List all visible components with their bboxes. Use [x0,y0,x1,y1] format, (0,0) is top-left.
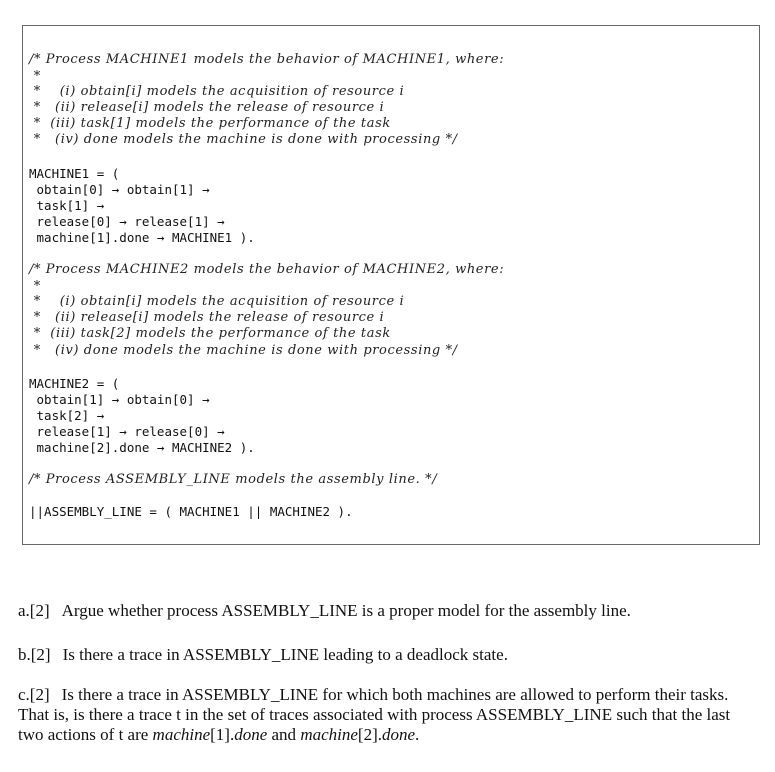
code-line: machine[1].done → MACHINE1 ). [29,230,255,245]
question-text: [2]. [357,725,382,744]
comment-line: * (i) obtain[i] models the acquisition of resource i [29,294,405,309]
question-c [18,685,738,745]
code-line: release[1] → release[0] → [29,424,225,439]
code-line: task[2] → [29,408,105,423]
code-listing [22,25,760,545]
code-line: machine[2].done → MACHINE2 ). [29,440,255,455]
question-b [18,645,738,665]
comment-line: * (iv) done models the machine is done with processing */ [29,132,458,147]
emphasis: done [234,725,268,744]
question-label: a.[2] [18,601,50,620]
question-label: b.[2] [18,645,51,664]
code-line: MACHINE2 = ( [29,376,120,391]
comment-line: * (ii) release[i] models the release of resource i [29,310,385,325]
code-line: obtain[1] → obtain[0] → [29,392,210,407]
question-text: and [267,725,301,744]
code-line: release[0] → release[1] → [29,214,225,229]
question-text: [1]. [210,725,235,744]
code-line: MACHINE1 = ( [29,166,120,181]
emphasis: done [381,725,416,744]
code-line: task[1] → [29,198,105,213]
question-text: Argue whether process ASSEMBLY_LINE is a proper model for the assembly line. [61,601,631,620]
comment-line: /* Process MACHINE1 models the behavior of MACHINE1, where: [29,52,505,67]
comment-line: * [29,69,41,84]
question-a [18,601,738,621]
comment-line: * (iv) done models the machine is done with processing */ [29,343,458,358]
comment-line: * (i) obtain[i] models the acquisition of resource i [29,84,405,99]
code-line: ||ASSEMBLY_LINE = ( MACHINE1 || MACHINE2 ). [29,504,353,519]
comment-line: * (iii) task[1] models the performance of the task [29,116,391,131]
comment-line: * (iii) task[2] models the performance of the task [29,326,391,341]
emphasis: machine [300,725,358,744]
comment-line: /* Process ASSEMBLY_LINE models the assembly line. */ [29,472,438,487]
question-text: . [415,725,420,744]
emphasis: machine [152,725,211,744]
comment-line: /* Process MACHINE2 models the behavior of MACHINE2, where: [29,262,505,277]
code-line: obtain[0] → obtain[1] → [29,182,210,197]
question-text: Is there a trace in ASSEMBLY_LINE leading to a deadlock state. [62,645,508,664]
question-text: Is there a trace in ASSEMBLY_LINE for which both machines are allowed to perform their tasks. That is, is there a trace t in the set of traces associated with process ASSEMBLY_LINE such that the last two actions of t are [18,685,731,744]
comment-line: * (ii) release[i] models the release of resource i [29,100,385,115]
question-label: c.[2] [18,685,50,704]
comment-line: * [29,279,41,294]
